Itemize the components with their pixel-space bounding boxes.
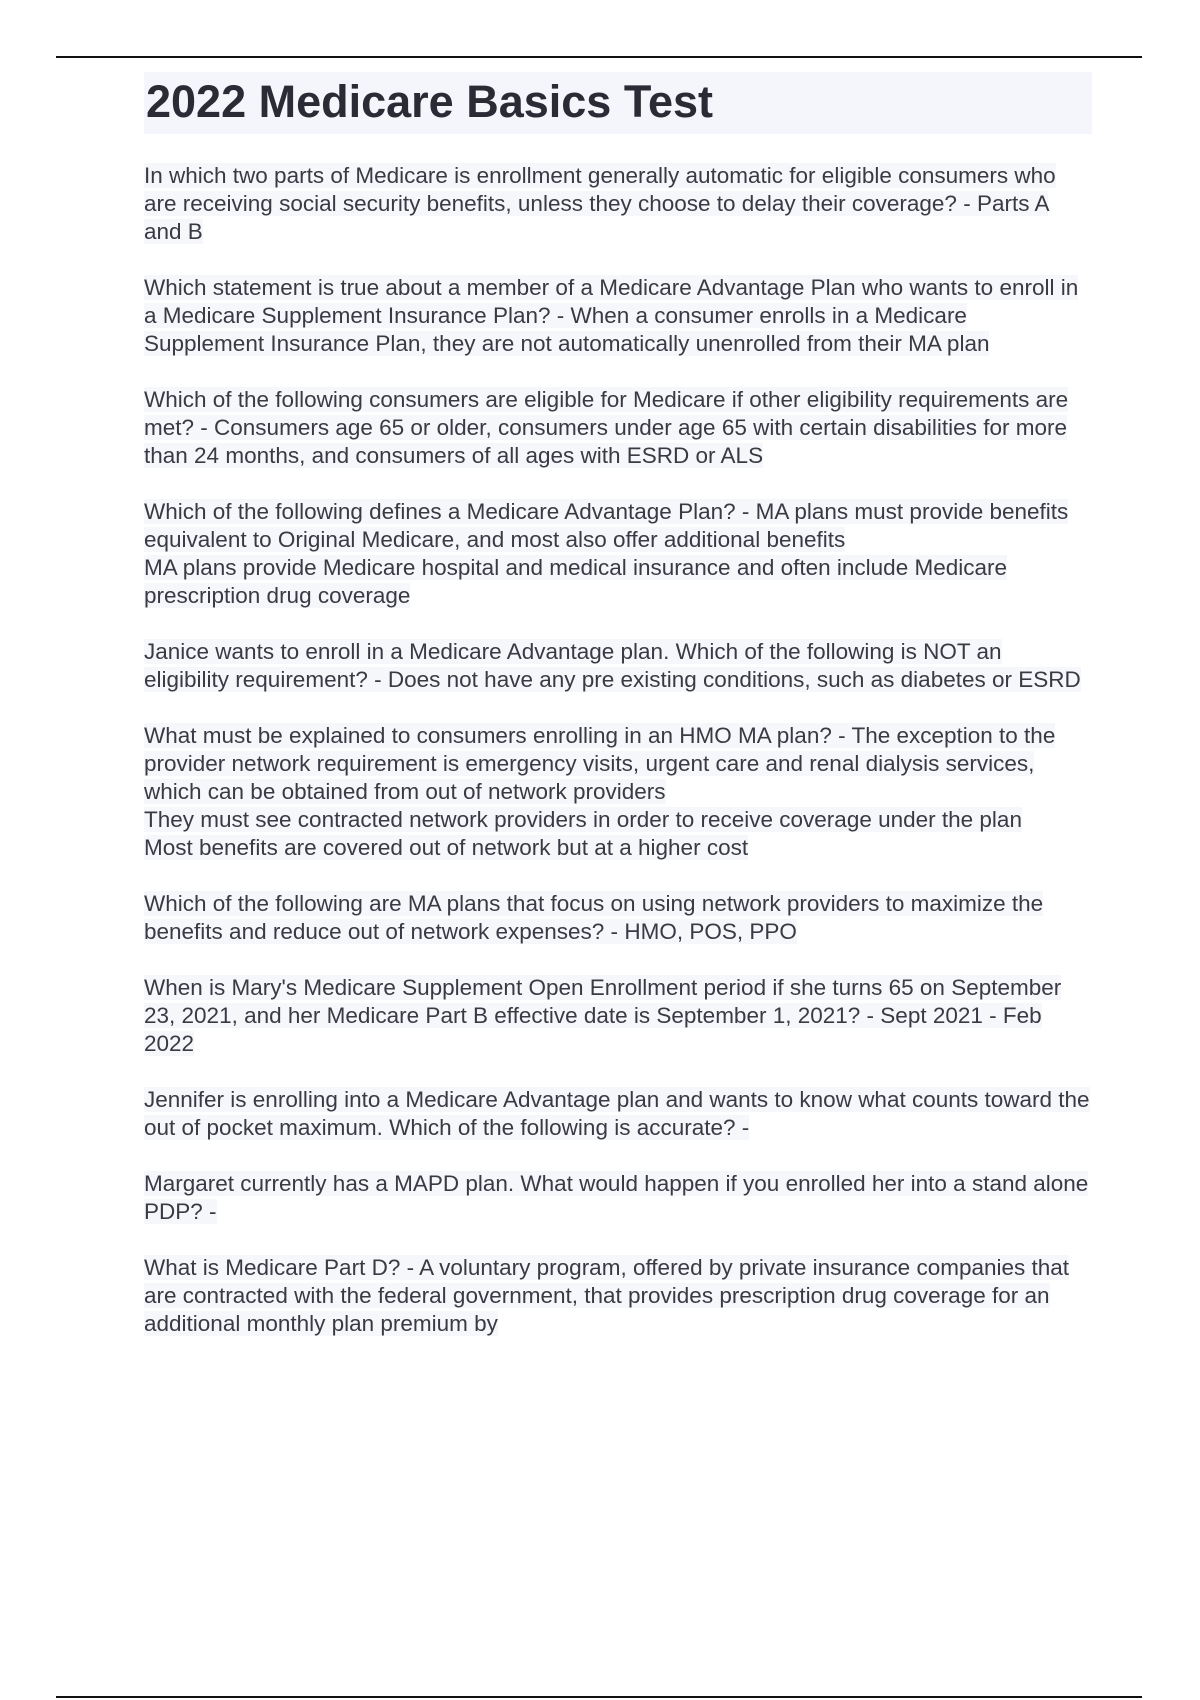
answer-text: When a consumer enrolls in a Medicare Supplement Insurance Plan, they are not automatically unenrolled from their MA plan <box>144 303 990 356</box>
answer-text: MA plans must provide benefits equivalent to Original Medicare, and most also offer additional benefits <box>144 499 1069 552</box>
answer-text: A voluntary program, offered by private insurance companies that are contracted with the federal government, that provides prescription drug coverage for an additional monthly plan premium by <box>144 1255 1070 1336</box>
question-text: Which statement is true about a member of a Medicare Advantage Plan who wants to enroll in a Medicare Supplement Insurance Plan? - <box>144 275 1079 328</box>
qa-item-10 <box>144 1170 1092 1226</box>
qa-item-3 <box>144 386 1092 470</box>
document-content <box>144 72 1092 1366</box>
answer-text: They must see contracted network providers in order to receive coverage under the plan <box>144 807 1022 832</box>
question-text: What is Medicare Part D? - <box>144 1255 415 1280</box>
qa-item-11 <box>144 1254 1092 1338</box>
answer-text: HMO, POS, PPO <box>624 919 797 944</box>
question-text: Janice wants to enroll in a Medicare Advantage plan. Which of the following is NOT an eligibility requirement? - <box>144 639 1002 692</box>
question-text: Which of the following are MA plans that focus on using network providers to maximize the benefits and reduce out of network expenses? - <box>144 891 1044 944</box>
qa-list <box>144 162 1092 1338</box>
question-text: Jennifer is enrolling into a Medicare Advantage plan and wants to know what counts toward the out of pocket maximum. Which of the following is accurate? - <box>144 1087 1090 1140</box>
question-text: Which of the following consumers are eligible for Medicare if other eligibility requirements are met? - <box>144 387 1069 440</box>
qa-item-8 <box>144 974 1092 1058</box>
qa-item-9 <box>144 1086 1092 1142</box>
document-title: 2022 Medicare Basics Test <box>144 72 1092 134</box>
qa-item-1 <box>144 162 1092 246</box>
question-text: Margaret currently has a MAPD plan. What would happen if you enrolled her into a stand alone PDP? - <box>144 1171 1089 1224</box>
qa-item-7 <box>144 890 1092 946</box>
answer-text: Does not have any pre existing conditions, such as diabetes or ESRD <box>387 667 1081 692</box>
answer-text: Parts A and B <box>144 191 1049 244</box>
question-text: When is Mary's Medicare Supplement Open Enrollment period if she turns 65 on September 23, 2021, and her Medicare Part B effective date is September 1, 2021? - <box>144 975 1062 1028</box>
bottom-divider <box>56 1696 1142 1698</box>
qa-item-5 <box>144 638 1092 694</box>
top-divider <box>56 56 1142 58</box>
answer-text: Consumers age 65 or older, consumers under age 65 with certain disabilities for more than 24 months, and consumers of all ages with ESRD or ALS <box>144 415 1067 468</box>
answer-text: Sept 2021 - Feb 2022 <box>144 1003 1042 1056</box>
answer-text: The exception to the provider network requirement is emergency visits, urgent care and renal dialysis services, which can be obtained from out of network providers <box>144 723 1056 804</box>
question-text: Which of the following defines a Medicare Advantage Plan? - <box>144 499 750 524</box>
qa-item-6 <box>144 722 1092 862</box>
question-text: In which two parts of Medicare is enrollment generally automatic for eligible consumers who are receiving social security benefits, unless they choose to delay their coverage? - <box>144 163 1056 216</box>
answer-text: Most benefits are covered out of network but at a higher cost <box>144 835 749 860</box>
qa-item-4 <box>144 498 1092 610</box>
question-text: What must be explained to consumers enrolling in an HMO MA plan? - <box>144 723 846 748</box>
qa-item-2 <box>144 274 1092 358</box>
answer-text: MA plans provide Medicare hospital and medical insurance and often include Medicare prescription drug coverage <box>144 555 1007 608</box>
